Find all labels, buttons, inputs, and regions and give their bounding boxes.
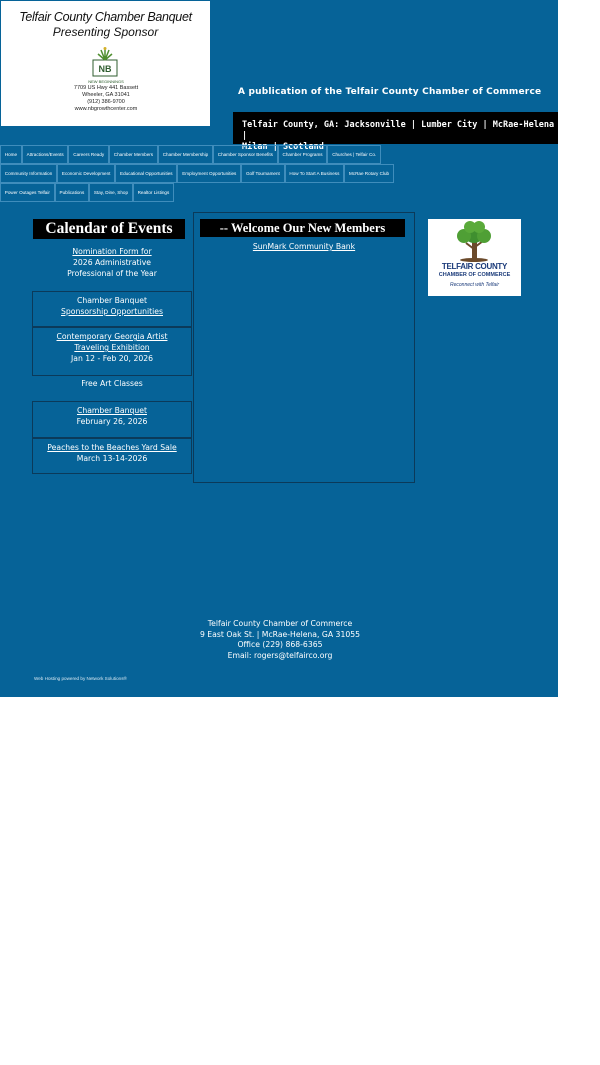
- chamber-banquet-link[interactable]: Chamber Banquet: [76, 406, 147, 415]
- footer-address: 9 East Oak St. | McRae-Helena, GA 31055: [199, 629, 361, 639]
- sponsor-logo-text: NEW BEGINNINGS: [88, 79, 124, 84]
- nav-economic-development[interactable]: Economic Development: [57, 164, 115, 183]
- nav-home[interactable]: Home: [0, 145, 22, 164]
- chamber-logo-chamber: CHAMBER OF COMMERCE: [438, 272, 511, 278]
- sponsorship-opportunities-link[interactable]: Sponsorship Opportunities: [61, 307, 163, 316]
- new-member-link[interactable]: SunMark Community Bank: [252, 242, 356, 251]
- nav-chamber-members[interactable]: Chamber Members: [109, 145, 158, 164]
- chamber-logo[interactable]: [428, 219, 521, 296]
- yard-sale-link[interactable]: Peaches to the Beaches Yard Sale: [47, 443, 177, 452]
- towns-bar: [233, 112, 558, 152]
- artist-exhibition-link-2[interactable]: Traveling Exhibition: [74, 343, 150, 352]
- sponsor-phone: (912) 386-9700: [87, 99, 125, 105]
- new-members-panel: [193, 212, 415, 483]
- nav-churches[interactable]: Churches | Telfair Co.: [327, 145, 381, 164]
- nav-attractions-events[interactable]: Attractions/Events: [22, 145, 69, 164]
- towns-line-2: Milan | Scotland: [242, 142, 324, 152]
- nav-chamber-programs[interactable]: Chamber Programs: [278, 145, 328, 164]
- new-beginnings-logo-icon: [87, 46, 123, 82]
- sponsor-subtitle: Presenting Sponsor: [52, 25, 159, 39]
- hosting-credit[interactable]: Web Hosting powered by Network Solutions®: [34, 676, 127, 681]
- towns-line-1: Telfair County, GA: Jacksonville | Lumber City | McRae-Helena |: [242, 120, 555, 141]
- calendar-banquet-sponsorship: [32, 291, 192, 327]
- calendar-artist-exhibition: [32, 327, 192, 376]
- nav-chamber-sponsor-benefits[interactable]: Chamber Sponsor Benefits: [213, 145, 278, 164]
- nav-employment-opportunities[interactable]: Employment Opportunities: [177, 164, 241, 183]
- nav-row-3: [0, 183, 174, 202]
- new-members-title: -- Welcome Our New Members: [200, 219, 405, 237]
- nav-row-2: [0, 164, 394, 183]
- nav-power-outages[interactable]: Power Outages Telfair: [0, 183, 55, 202]
- chamber-logo-county: TELFAIR COUNTY: [441, 262, 508, 271]
- nomination-text-2: Professional of the Year: [67, 269, 157, 278]
- nav-chamber-membership[interactable]: Chamber Membership: [158, 145, 213, 164]
- footer-email[interactable]: Email: rogers@telfairco.org: [227, 650, 333, 660]
- sponsor-banner[interactable]: [1, 1, 210, 126]
- nav-row-1: [0, 145, 381, 164]
- chamber-logo-tagline: Reconnect with Telfair: [449, 282, 499, 288]
- nav-golf-tournament[interactable]: Golf Tournament: [241, 164, 284, 183]
- calendar-chamber-banquet: [32, 401, 192, 438]
- sponsor-address-1: 7709 US Hwy 441 Bassett: [73, 85, 139, 91]
- nav-how-to-start-a-business[interactable]: How To Start A Business: [285, 164, 345, 183]
- footer-phone: Office (229) 868-6365: [237, 640, 323, 649]
- calendar-yard-sale: [32, 438, 192, 474]
- nomination-text-1: 2026 Administrative: [73, 258, 151, 267]
- chamber-banquet-date: February 26, 2026: [76, 417, 148, 426]
- calendar-nomination: [32, 246, 192, 279]
- nav-realtor-listings[interactable]: Realtor Listings: [133, 183, 174, 202]
- tree-icon: [428, 219, 521, 263]
- yard-sale-date: March 13-14-2026: [76, 454, 148, 463]
- sponsor-details: [56, 85, 156, 113]
- banquet-sponsor-text: Chamber Banquet: [76, 296, 147, 305]
- artist-exhibition-link-1[interactable]: Contemporary Georgia Artist: [56, 332, 168, 341]
- sponsor-address-2: Wheeler, GA 31041: [82, 92, 130, 98]
- publication-tagline: A publication of the Telfair County Chamber of Commerce: [238, 87, 542, 97]
- nav-community-information[interactable]: Community Information: [0, 164, 57, 183]
- nav-careers-ready[interactable]: Careers Ready: [68, 145, 109, 164]
- calendar-title: Calendar of Events: [33, 219, 185, 239]
- sponsor-title: Telfair County Chamber Banquet: [19, 10, 192, 24]
- footer-contact: [120, 619, 440, 661]
- free-art-classes: Free Art Classes: [81, 379, 143, 388]
- svg-text:NB: NB: [98, 64, 112, 74]
- nav-publications[interactable]: Publications: [55, 183, 89, 202]
- nav-educational-opportunities[interactable]: Educational Opportunities: [115, 164, 177, 183]
- sponsor-website: www.nbgrowthcenter.com: [74, 106, 138, 112]
- nav-mcrae-rotary-club[interactable]: McRae Rotary Club: [344, 164, 394, 183]
- nomination-form-link[interactable]: Nomination Form for: [72, 247, 152, 256]
- artist-exhibition-dates: Jan 12 - Feb 20, 2026: [70, 354, 154, 363]
- nav-stay-dine-shop[interactable]: Stay, Dine, Shop: [89, 183, 133, 202]
- footer-name: Telfair County Chamber of Commerce: [207, 619, 353, 628]
